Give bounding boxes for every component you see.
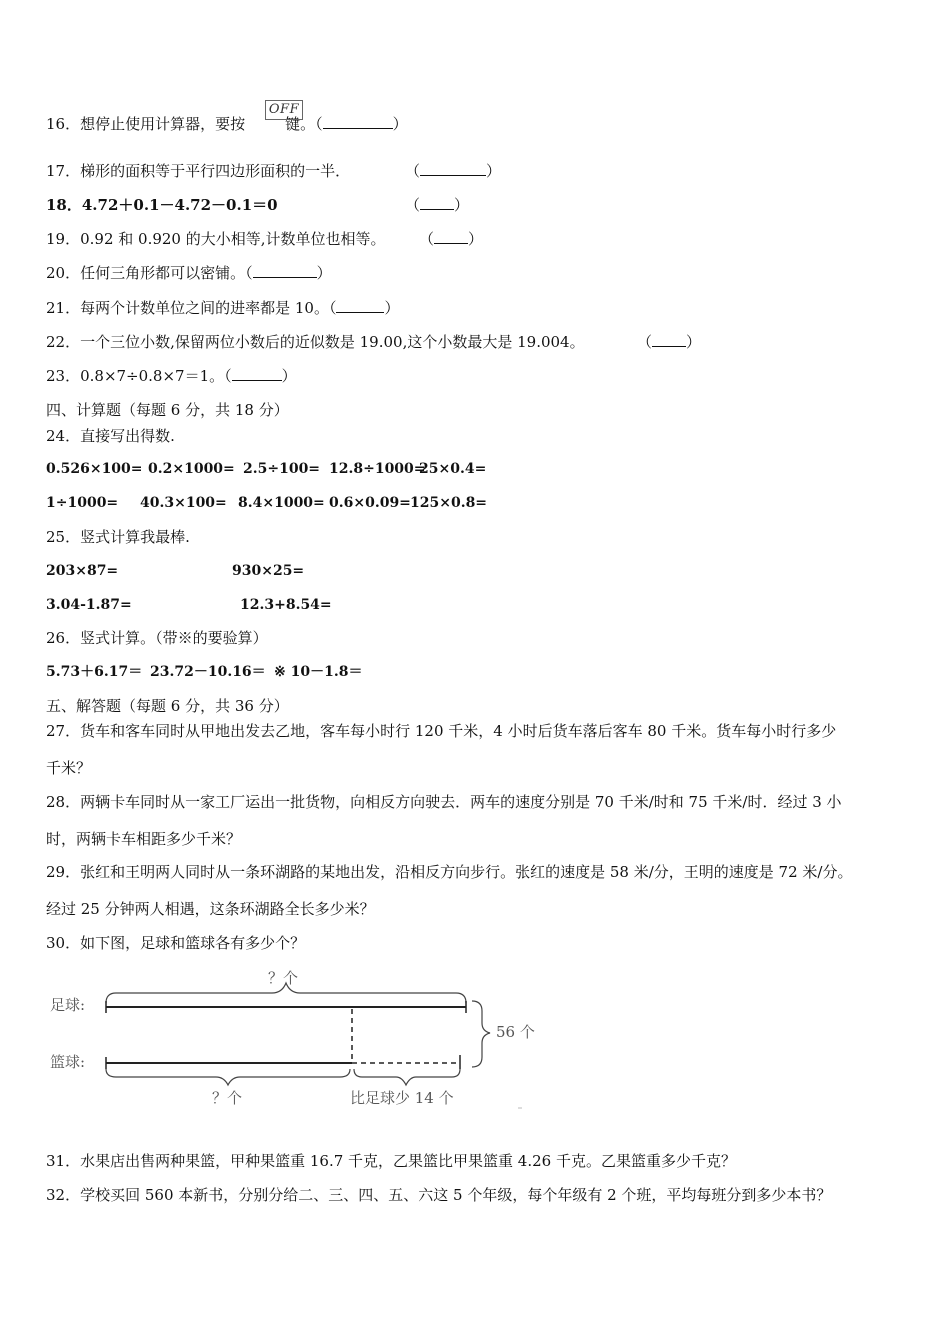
- answer-blank[interactable]: [232, 366, 282, 381]
- calc-item: 930×25=: [232, 563, 305, 579]
- calc-item: 12.3+8.54=: [240, 597, 332, 613]
- answer-blank[interactable]: [652, 332, 686, 347]
- calc-item: 1÷1000=: [46, 495, 119, 511]
- answer-blank[interactable]: [420, 161, 486, 176]
- calc-item: 25×0.4=: [419, 461, 487, 477]
- q17-answer: （ ）: [405, 162, 502, 180]
- question-28-line1: 28．两辆卡车同时从一家工厂运出一批货物，向相反方向驶去．两车的速度分别是 70 千米/时和 75 千米/时．经过 3 小: [46, 793, 842, 811]
- answer-blank[interactable]: [420, 195, 454, 210]
- calc-item: 0.6×0.09=: [329, 495, 411, 511]
- calc-item: 125×0.8=: [410, 495, 488, 511]
- question-23: 23．0.8×7÷0.8×7＝1。（ ）: [46, 367, 297, 385]
- question-21: 21．每两个计数单位之间的进率都是 10。（ ）: [46, 299, 400, 317]
- answer-blank[interactable]: [434, 229, 468, 244]
- question-26-title: 26．竖式计算。（带※的要验算）: [46, 629, 268, 647]
- basketball-label: 篮球:: [50, 1053, 86, 1071]
- football-label: 足球:: [50, 996, 86, 1014]
- total-label: 56 个: [496, 1023, 535, 1041]
- question-31: 31．水果店出售两种果篮，甲种果篮重 16.7 千克，乙果篮比甲果篮重 4.26 千克。乙果篮重多少千克？: [46, 1152, 736, 1170]
- answer-blank[interactable]: [253, 263, 317, 278]
- question-19: [46, 229, 386, 249]
- calc-item: ※ 10－1.8＝: [274, 664, 363, 680]
- question-30-title: 30．如下图，足球和篮球各有多少个？: [46, 934, 306, 952]
- question-29-line2: 经过 25 分钟两人相遇，这条环湖路全长多少米？: [46, 900, 375, 918]
- q19-text: 19．0.92 和 0.920 的大小相等,计数单位也相等。: [46, 230, 386, 248]
- question-29-line1: 29．张红和王明两人同时从一条环湖路的某地出发，沿相反方向步行。张红的速度是 58 米/分，王明的速度是 72 米/分。: [46, 863, 853, 881]
- question-22: [46, 332, 585, 352]
- section-4-heading: 四、计算题（每题 6 分，共 18 分）: [46, 401, 289, 419]
- ball-diagram: [40, 965, 550, 1115]
- question-27-line2: 千米？: [46, 759, 92, 777]
- bottom-question-label: ？个: [212, 1089, 243, 1107]
- q19-answer: （ ）: [419, 230, 484, 248]
- right-brace: [472, 1001, 490, 1067]
- calc-item: 40.3×100=: [140, 495, 227, 511]
- calc-item: 8.4×1000=: [238, 495, 325, 511]
- question-25-title: 25．竖式计算我最棒.: [46, 528, 190, 546]
- q22-answer: （ ）: [637, 333, 702, 351]
- q16-text: 16．想停止使用计算器，要按: [46, 115, 246, 133]
- q18-text: 18．4.72＋0.1－4.72－0.1＝0: [46, 196, 278, 214]
- question-28-line2: 时，两辆卡车相距多少千米？: [46, 830, 242, 848]
- question-20: 20．任何三角形都可以密铺。（ ）: [46, 264, 332, 282]
- question-17: [46, 161, 350, 181]
- question-18: [46, 195, 278, 215]
- calc-item: 0.526×100=: [46, 461, 143, 477]
- section-5-heading: 五、解答题（每题 6 分，共 36 分）: [46, 697, 289, 715]
- q22-text: 22．一个三位小数,保留两位小数后的近似数是 19.00,这个小数最大是 19.004。: [46, 333, 585, 351]
- question-24-title: 24．直接写出得数.: [46, 427, 175, 445]
- answer-blank[interactable]: [323, 114, 393, 129]
- difference-label: 比足球少 14 个: [350, 1089, 454, 1107]
- answer-blank[interactable]: [336, 298, 384, 313]
- question-32: 32．学校买回 560 本新书，分别分给二、三、四、五、六这 5 个年级，每个年级有 2 个班，平均每班分到多少本书？: [46, 1186, 832, 1204]
- bottom-right-brace: [354, 1069, 460, 1085]
- q23-text: 23．0.8×7÷0.8×7＝1。（: [46, 367, 232, 385]
- q18-answer: （ ）: [405, 196, 470, 214]
- calc-item: 3.04-1.87=: [46, 597, 132, 613]
- question-16: 16．想停止使用计算器，要按 键。（ ）: [46, 115, 408, 133]
- q16-after: 键。（: [285, 115, 323, 133]
- off-key-icon: OFF: [265, 100, 303, 120]
- calc-item: 23.72－10.16＝: [150, 664, 266, 680]
- calc-item: 12.8÷1000=: [329, 461, 426, 477]
- calc-item: 0.2×1000=: [148, 461, 235, 477]
- calc-item: 203×87=: [46, 563, 119, 579]
- q21-text: 21．每两个计数单位之间的进率都是 10。（: [46, 299, 337, 317]
- q20-text: 20．任何三角形都可以密铺。（: [46, 264, 253, 282]
- q17-text: 17．梯形的面积等于平行四边形面积的一半．: [46, 162, 351, 180]
- calc-item: 2.5÷100=: [243, 461, 321, 477]
- question-27-line1: 27．货车和客车同时从甲地出发去乙地，客车每小时行 120 千米，4 小时后货车落后客车 80 千米。货车每小时行多少: [46, 722, 837, 740]
- top-question-label: ？个: [268, 969, 299, 987]
- bottom-left-brace: [106, 1069, 350, 1085]
- calc-item: 5.73＋6.17＝: [46, 664, 143, 680]
